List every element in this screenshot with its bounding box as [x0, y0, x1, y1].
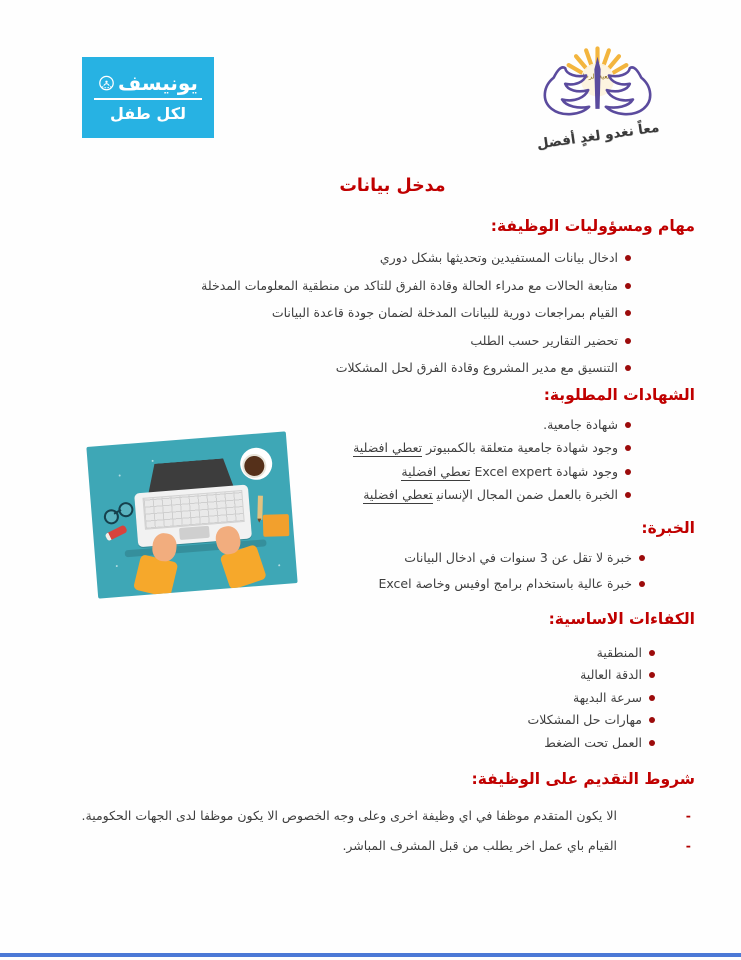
section-certificates-heading: الشهادات المطلوبة: [543, 386, 695, 404]
item-text: شهادة جامعية. [543, 417, 618, 432]
bullet-icon [625, 283, 631, 289]
conditions-list [0, 808, 741, 868]
list-item [0, 690, 741, 712]
bullet-icon [649, 650, 655, 656]
bullet-icon [649, 695, 655, 701]
bullet-icon [639, 581, 645, 587]
org-logo-emblem [535, 46, 660, 130]
list-item [0, 838, 741, 868]
item-text: وجود شهادة جامعية متعلقة بالكمبيوتر [426, 440, 618, 456]
bullet-icon [625, 255, 631, 261]
section-competencies-heading: الكفاءات الاساسية: [548, 610, 695, 628]
laptop-touchpad-icon [179, 526, 210, 540]
bullet-icon [649, 740, 655, 746]
unicef-emblem-icon [98, 75, 115, 92]
item-text: مهارات حل المشكلات [527, 712, 642, 728]
org-arc-text: جمعية الرخاء [579, 72, 616, 81]
item-text: العمل تحت الضغط [544, 734, 642, 750]
item-underlined-text: تعطي افضلية [401, 463, 471, 479]
list-item [0, 735, 741, 757]
item-text: تحضير التقارير حسب الطلب [470, 332, 618, 348]
usb-drive-icon [105, 525, 128, 542]
bottom-border-line [0, 953, 741, 957]
item-text: الخبرة بالعمل ضمن المجال الإنساني [436, 487, 618, 503]
bullet-icon [625, 422, 631, 428]
item-text: متابعة الحالات مع مدراء الحالة وقادة الفرق للتاكد من منطقية المعلومات المدخلة [201, 277, 618, 293]
item-text: ادخال بيانات المستفيدين وتحديثها بشكل دوري [379, 250, 618, 265]
list-item [0, 576, 741, 602]
list-item [0, 808, 741, 838]
bullet-icon [625, 365, 631, 371]
bullet-icon [649, 717, 655, 723]
list-item [0, 333, 741, 361]
list-item [0, 250, 741, 278]
experience-list [0, 550, 741, 602]
list-item [0, 305, 741, 333]
item-text: القيام بمراجعات دورية للبيانات المدخلة لضمان جودة قاعدة البيانات [271, 305, 618, 320]
item-text: الدقة العالية [580, 667, 642, 683]
item-text: التنسيق مع مدير المشروع وقادة الفرق لحل المشكلات [335, 360, 618, 375]
list-item [0, 667, 741, 689]
list-item [0, 712, 741, 734]
item-text: الا يكون المتقدم موظفا في اي وظيفة اخرى وعلى وجه الخصوص الا يكون موظفا لدى الجهات الحكومية. [81, 808, 617, 823]
dash-icon: - [685, 808, 691, 823]
bullet-icon [649, 672, 655, 678]
item-text: القيام باي عمل اخر يطلب من قبل المشرف المباشر. [342, 838, 617, 853]
section-conditions-heading: شروط التقديم على الوظيفة: [471, 770, 695, 788]
bullet-icon [639, 555, 645, 561]
unicef-divider-line [94, 98, 202, 100]
org-logo [535, 46, 660, 158]
unicef-wordmark: يونيسف [118, 71, 198, 95]
item-text: وجود شهادة Excel expert [474, 463, 618, 479]
bullet-icon [625, 445, 631, 451]
item-underlined-text: تعطي افضلية [363, 487, 433, 503]
list-item [0, 550, 741, 576]
bullet-icon [625, 469, 631, 475]
section-duties-heading: مهام ومسؤوليات الوظيفة: [490, 217, 695, 235]
bullet-icon [625, 492, 631, 498]
bullet-icon [625, 310, 631, 316]
section-experience-heading: الخبرة: [641, 519, 695, 537]
unicef-logo-top-row [92, 71, 204, 95]
competencies-list [0, 645, 741, 757]
org-motto: معاً نغدو لغدٍ أفضل [535, 119, 661, 153]
cupped-hands-icon [545, 57, 650, 114]
item-text: المنطقية [596, 645, 642, 660]
unicef-logo [82, 57, 214, 138]
list-item [0, 645, 741, 667]
duties-list [0, 250, 741, 388]
bullet-icon [625, 338, 631, 344]
item-text: خبرة عالية باستخدام برامج اوفيس وخاصة Excel [378, 576, 632, 591]
item-text: سرعة البديهة [572, 689, 642, 705]
notebook-icon [263, 514, 290, 537]
list-item [0, 360, 741, 388]
dash-icon: - [685, 838, 691, 853]
item-text: خبرة لا تقل عن 3 سنوات في ادخال البيانات [404, 550, 632, 565]
page-title: مدخل بيانات [339, 176, 446, 196]
unicef-tagline: لكل طفل [109, 104, 187, 123]
list-item [0, 278, 741, 306]
item-underlined-text: تعطي افضلية [353, 440, 423, 456]
